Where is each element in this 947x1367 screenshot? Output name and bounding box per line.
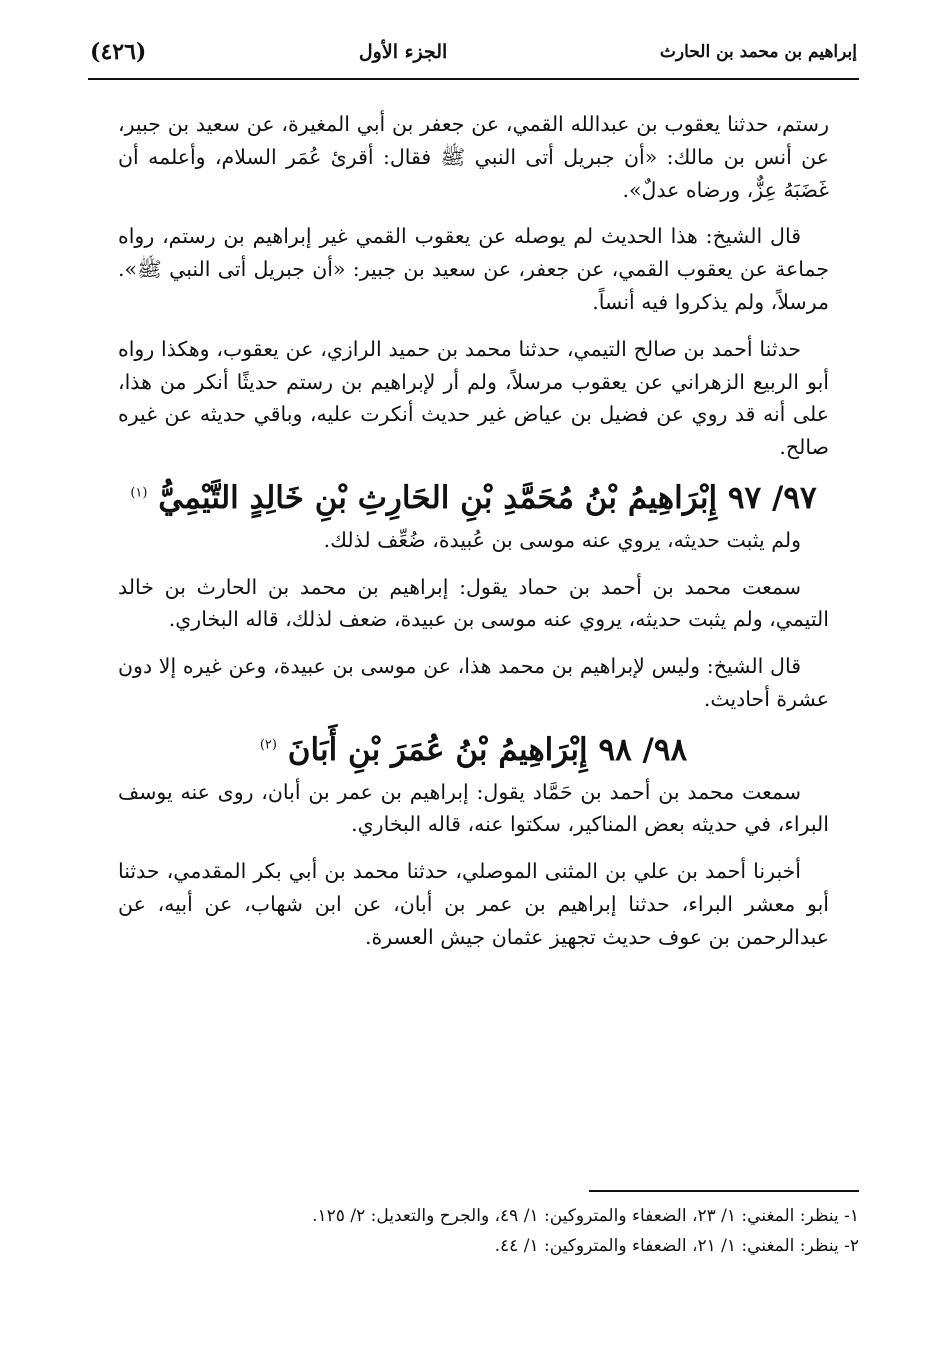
entry-heading-text: ٩٧/ ٩٧ إِبْرَاهِيمُ بْنُ مُحَمَّدِ بْنِ الحَارِثِ بْنِ خَالِدٍ التَّيْمِيُّ: [158, 479, 817, 516]
footnotes: [120, 1202, 859, 1262]
paragraph: سمعت محمد بن أحمد بن حماد يقول: إبراهيم بن محمد بن الحارث بن خالد التيمي، ولم يثبت حديثه، يروي عنه موسى بن عبيدة، ضعف لذلك، قاله البخاري.: [118, 574, 829, 632]
paragraph: حدثنا أحمد بن صالح التيمي، حدثنا محمد بن حميد الرازي، عن يعقوب، وهكذا رواه أبو الربيع الزهراني عن يعقوب مرسلاً، ولم أر لإبراهيم بن رستم حديثًا أنكر من هذا، على أنه قد روي عن فضيل بن عياض غير حديث أنكرت عليه، وباقي حديثه عن غيره صالح.: [118, 336, 829, 460]
footnote: ١- ينظر: المغني: ١/ ٢٣، الضعفاء والمتروكين: ١/ ٤٩، والجرح والتعديل: ٢/ ١٢٥.: [312, 1206, 859, 1226]
page-number: (٤٢٦): [90, 39, 147, 65]
entry-heading-98: [118, 730, 829, 772]
main-text: [118, 108, 829, 968]
footnote-divider: [589, 1190, 859, 1192]
entry-heading-97: [118, 478, 829, 520]
running-title: إبراهيم بن محمد بن الحارث: [659, 42, 857, 62]
paragraph: قال الشيخ: وليس لإبراهيم بن محمد هذا، عن موسى بن عبيدة، وعن غيره إلا دون عشرة أحاديث.: [118, 654, 829, 711]
header-divider: [88, 78, 859, 80]
paragraph: ولم يثبت حديثه، يروي عنه موسى بن عُبيدة، ضُعِّف لذلك.: [323, 527, 801, 552]
page-header: [90, 30, 857, 74]
paragraph: سمعت محمد بن أحمد بن حَمَّاد يقول: إبراهيم بن عمر بن أبان، روى عنه يوسف البراء، في حديثه بعض المناكير، سكتوا عنه، قاله البخاري.: [118, 779, 829, 837]
paragraph: رستم، حدثنا يعقوب بن عبدالله القمي، عن جعفر بن أبي المغيرة، عن سعيد بن جبير، عن أنس بن مالك: «أن جبريل أتى النبي ﷺ فقال: أقرئ عُمَر السلام، وأعلمه أن غَضَبَهُ عِزٌّ، ورضاه عدلٌ».: [118, 112, 829, 202]
paragraph: أخبرنا أحمد بن علي بن المثنى الموصلي، حدثنا محمد بن أبي بكر المقدمي، حدثنا أبو معشر البراء، حدثنا إبراهيم بن عمر بن أبان، عن ابن شهاب، عن أبيه، عن عبدالرحمن بن عوف حديث تجهيز عثمان جيش العسرة.: [118, 859, 829, 949]
entry-heading-text: ٩٨/ ٩٨ إِبْرَاهِيمُ بْنُ عُمَرَ بْنِ أَبَانَ: [287, 731, 688, 768]
volume-label: الجزء الأول: [358, 41, 448, 63]
paragraph: قال الشيخ: هذا الحديث لم يوصله عن يعقوب القمي غير إبراهيم بن رستم، رواه جماعة عن يعقوب القمي، عن جعفر، عن سعيد بن جبير: «أن جبريل أتى النبي ﷺ». مرسلاً، ولم يذكروا فيه أنساً.: [118, 224, 829, 314]
footnote-ref: (٢): [259, 737, 277, 753]
footnote: ٢- ينظر: المغني: ١/ ٢١، الضعفاء والمتروكين: ١/ ٤٤.: [494, 1235, 859, 1256]
footnote-ref: (١): [130, 485, 148, 501]
